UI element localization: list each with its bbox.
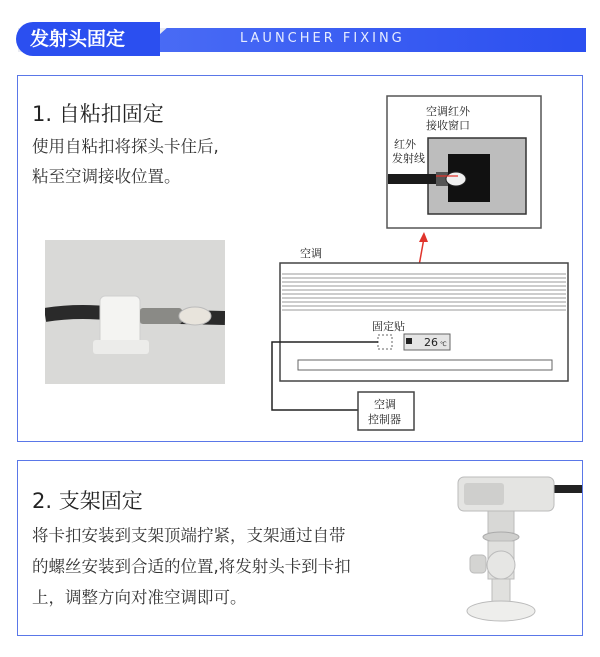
header-subtitle: LAUNCHER FIXING <box>240 31 405 46</box>
section2-desc-line2: 的螺丝安装到合适的位置,将发射头卡到卡扣 <box>32 557 351 576</box>
section-header <box>0 20 600 60</box>
zoom-label-2: 接收窗口 <box>426 119 470 132</box>
zoom-label-1: 空调红外 <box>426 105 470 118</box>
temp-value: 26 <box>424 336 438 349</box>
header-title: 发射头固定 <box>16 22 160 56</box>
controller-label-2: 控制器 <box>368 413 401 426</box>
ac-diagram <box>18 76 584 443</box>
ir-lens <box>446 172 466 186</box>
bracket-base <box>467 601 535 621</box>
section1-desc-line1: 使用自粘扣将探头卡住后, <box>32 137 219 156</box>
fix-label: 固定贴 <box>372 320 405 333</box>
panel-adhesive-fixing <box>17 75 583 442</box>
emitter-label-2: 发射线 <box>392 152 425 165</box>
ac-vent <box>298 360 552 370</box>
section2-desc-line3: 上，调整方向对准空调即可。 <box>32 588 247 607</box>
section2-desc-line1: 将卡扣安装到支架顶端拧紧，支架通过自带 <box>32 526 346 545</box>
red-arrow-head <box>419 232 428 242</box>
section2-title: 2. 支架固定 <box>32 489 143 513</box>
display-sensor <box>406 338 412 344</box>
controller-label-1: 空调 <box>374 398 396 411</box>
ir-cable <box>388 174 438 184</box>
fix-pad <box>378 335 392 349</box>
section1-title: 1. 自粘扣固定 <box>32 102 164 126</box>
bracket-photo <box>18 461 584 637</box>
section1-desc-line2: 粘至空调接收位置。 <box>32 167 181 186</box>
emitter-label-1: 红外 <box>394 138 416 151</box>
panel-bracket-fixing <box>17 460 583 636</box>
temp-unit: ℃ <box>440 341 447 348</box>
ac-label: 空调 <box>300 247 322 260</box>
